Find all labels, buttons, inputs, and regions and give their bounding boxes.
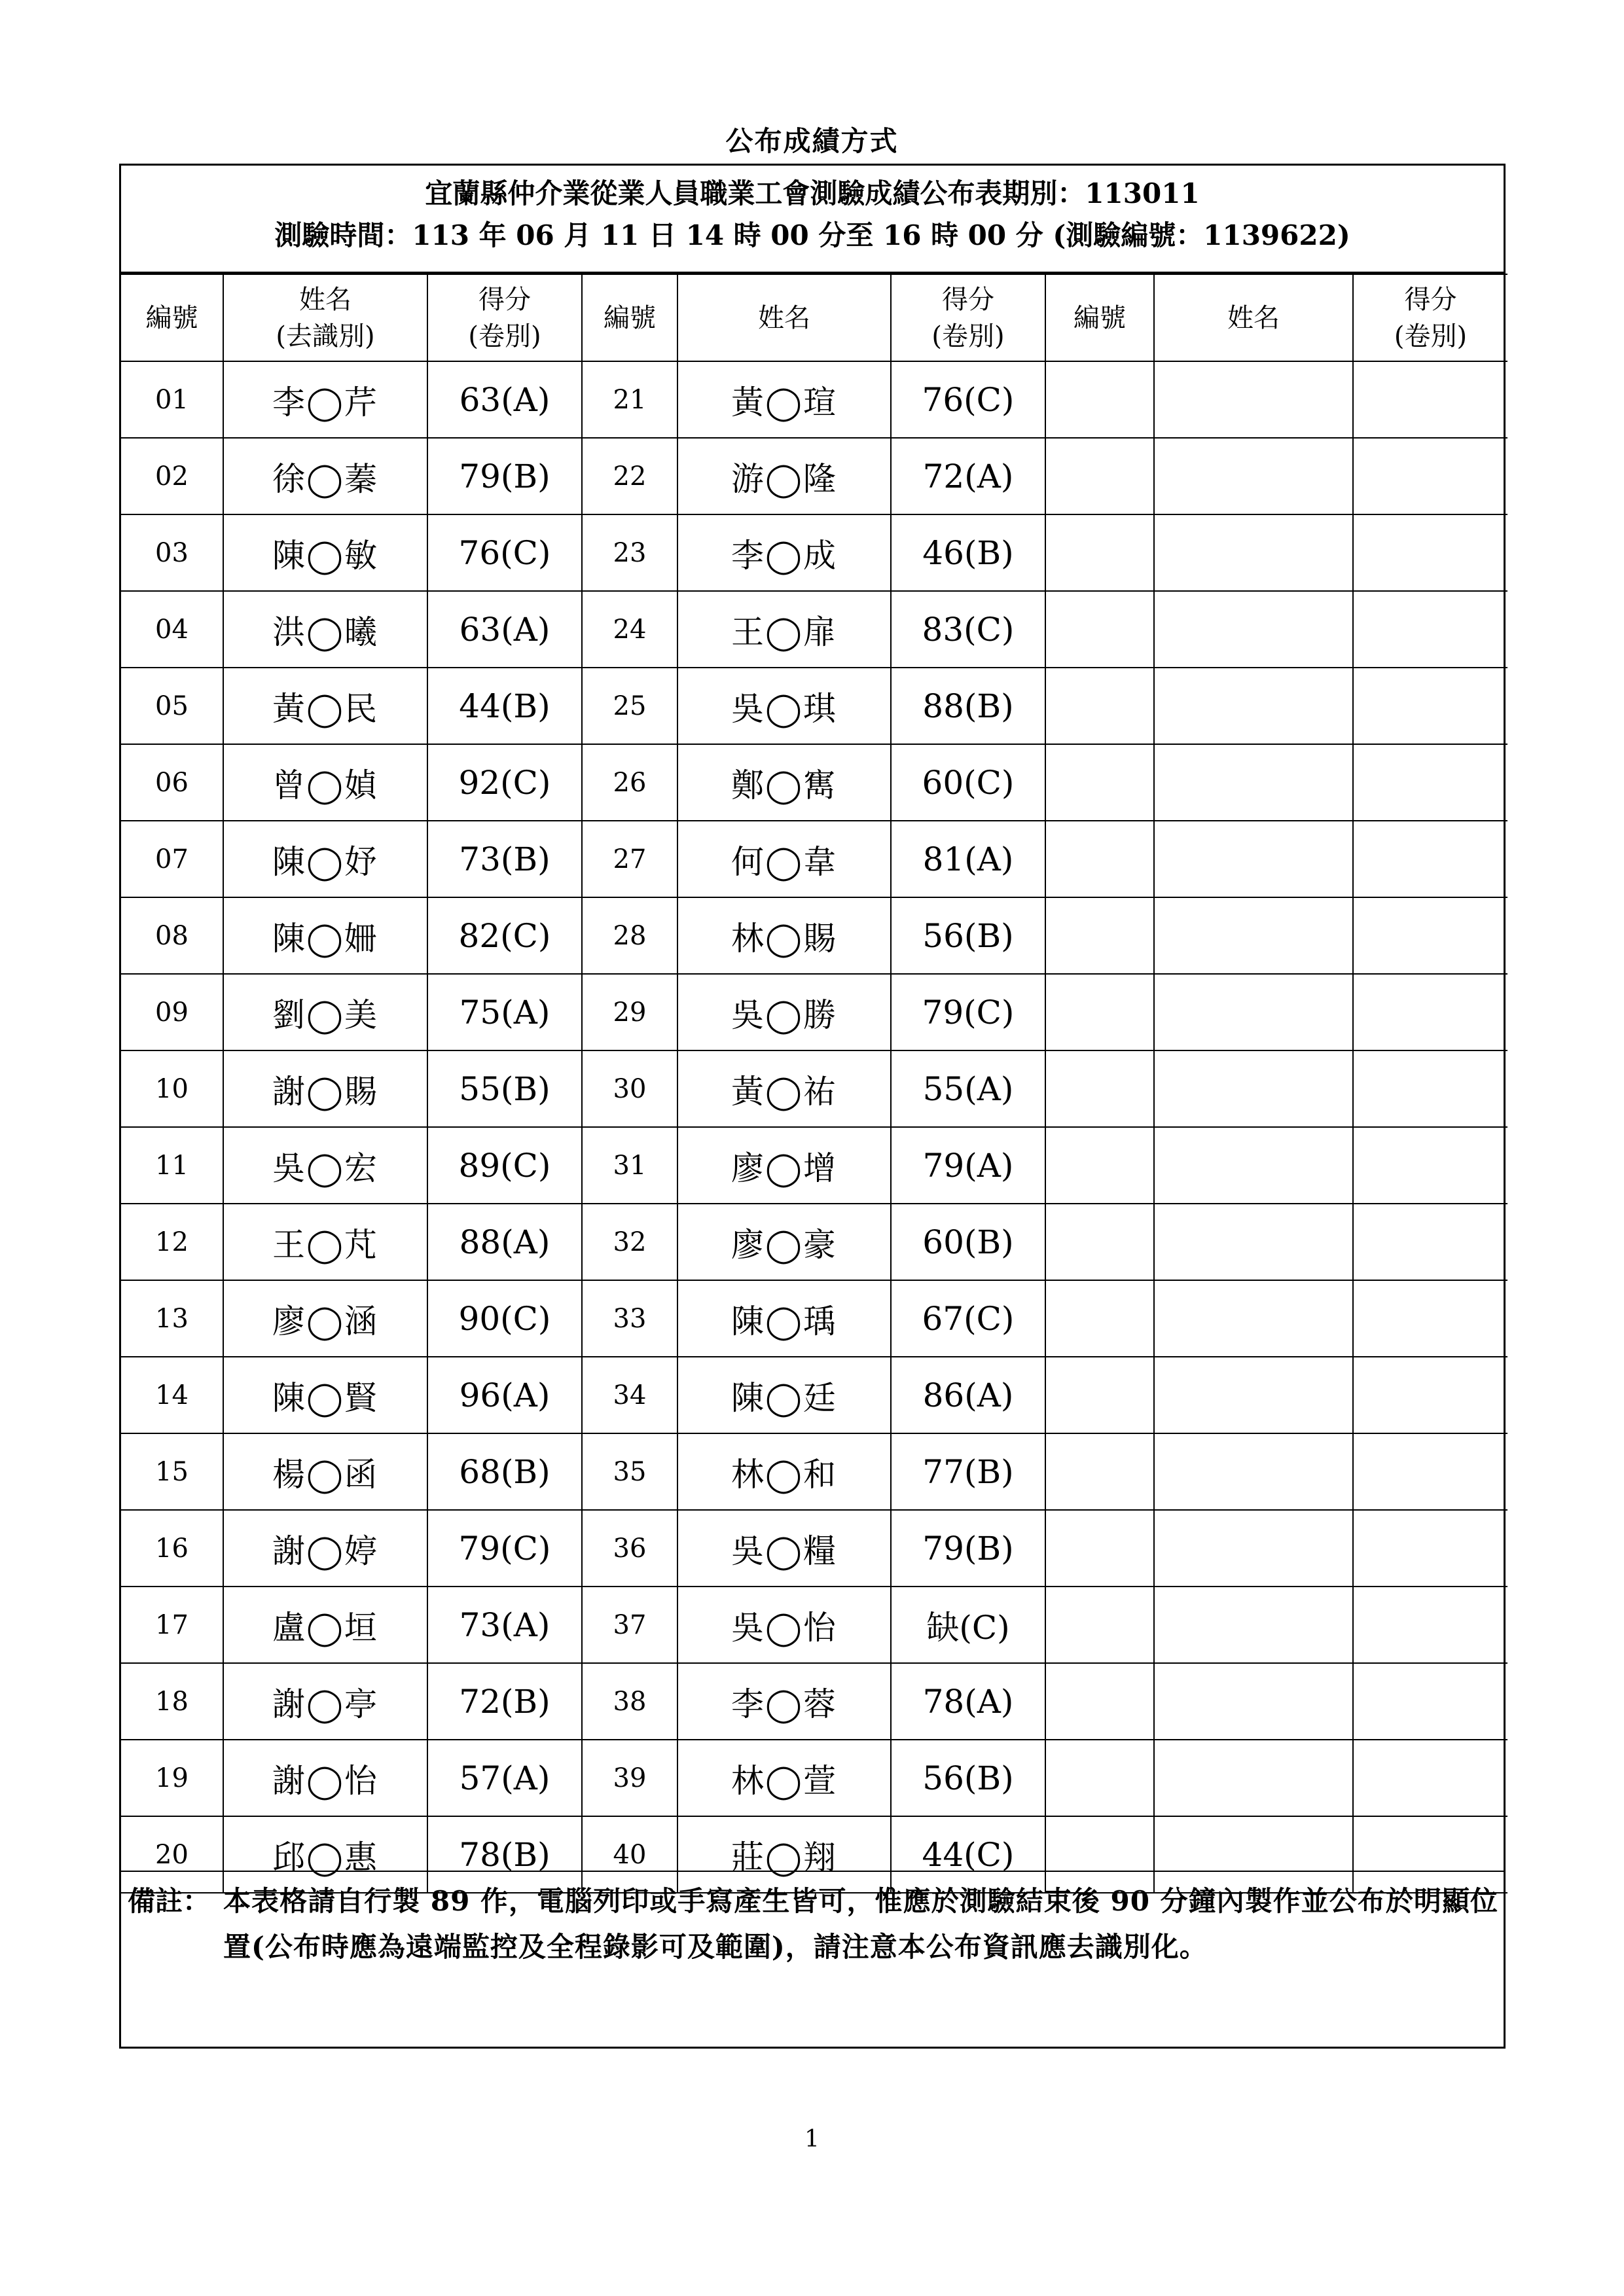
empty-cell — [1045, 438, 1154, 514]
candidate-name: 莊◯翔 — [677, 1816, 891, 1893]
candidate-name: 吳◯勝 — [677, 974, 891, 1050]
empty-cell — [1045, 1510, 1154, 1587]
empty-cell — [1353, 1204, 1507, 1280]
row-number: 27 — [582, 821, 677, 897]
empty-cell — [1353, 514, 1507, 591]
table-row — [121, 438, 1507, 514]
empty-cell — [1353, 361, 1507, 438]
candidate-score: 44(B) — [427, 668, 582, 744]
empty-cell — [1045, 821, 1154, 897]
candidate-name: 李◯芹 — [223, 361, 427, 438]
candidate-name: 陳◯瑀 — [677, 1280, 891, 1357]
table-row — [121, 1280, 1507, 1357]
empty-cell — [1045, 1740, 1154, 1816]
empty-cell — [1154, 1050, 1353, 1127]
empty-cell — [1154, 1663, 1353, 1740]
empty-cell — [1353, 1433, 1507, 1510]
empty-cell — [1045, 744, 1154, 821]
empty-cell — [1154, 974, 1353, 1050]
empty-cell — [1353, 974, 1507, 1050]
empty-cell — [1045, 1204, 1154, 1280]
row-number: 10 — [121, 1050, 223, 1127]
header-number: 編號 — [582, 274, 677, 361]
candidate-name: 吳◯宏 — [223, 1127, 427, 1204]
candidate-name: 陳◯廷 — [677, 1357, 891, 1433]
empty-cell — [1353, 668, 1507, 744]
candidate-name: 游◯隆 — [677, 438, 891, 514]
candidate-name: 曾◯媜 — [223, 744, 427, 821]
candidate-name: 黃◯瑄 — [677, 361, 891, 438]
empty-cell — [1154, 668, 1353, 744]
candidate-score: 79(B) — [427, 438, 582, 514]
empty-cell — [1045, 1050, 1154, 1127]
empty-cell — [1353, 1050, 1507, 1127]
candidate-name: 盧◯垣 — [223, 1587, 427, 1663]
candidate-name: 邱◯惠 — [223, 1816, 427, 1893]
candidate-score: 73(B) — [427, 821, 582, 897]
empty-cell — [1045, 514, 1154, 591]
candidate-name: 李◯蓉 — [677, 1663, 891, 1740]
candidate-score: 56(B) — [891, 897, 1045, 974]
candidate-score: 79(B) — [891, 1510, 1045, 1587]
row-number: 28 — [582, 897, 677, 974]
row-number: 08 — [121, 897, 223, 974]
candidate-score: 55(A) — [891, 1050, 1045, 1127]
table-row — [121, 1433, 1507, 1510]
candidate-name: 廖◯涵 — [223, 1280, 427, 1357]
row-number: 32 — [582, 1204, 677, 1280]
candidate-name: 謝◯婷 — [223, 1510, 427, 1587]
candidate-name: 王◯芃 — [223, 1204, 427, 1280]
table-row — [121, 361, 1507, 438]
remarks — [121, 1871, 1504, 2051]
empty-cell — [1045, 1663, 1154, 1740]
row-number: 17 — [121, 1587, 223, 1663]
row-number: 09 — [121, 974, 223, 1050]
empty-cell — [1353, 744, 1507, 821]
candidate-score: 79(C) — [427, 1510, 582, 1587]
empty-cell — [1353, 1587, 1507, 1663]
candidate-score: 78(B) — [427, 1816, 582, 1893]
empty-cell — [1045, 1587, 1154, 1663]
candidate-name: 謝◯亭 — [223, 1663, 427, 1740]
row-number: 29 — [582, 974, 677, 1050]
candidate-score: 88(B) — [891, 668, 1045, 744]
page-number: 1 — [804, 2126, 820, 2153]
candidate-score: 60(B) — [891, 1204, 1045, 1280]
score-sheet — [119, 164, 1506, 2049]
candidate-score: 73(A) — [427, 1587, 582, 1663]
empty-cell — [1353, 821, 1507, 897]
candidate-name: 何◯韋 — [677, 821, 891, 897]
empty-cell — [1045, 1127, 1154, 1204]
header-score: 得分 (卷別) — [1353, 274, 1507, 361]
table-row — [121, 974, 1507, 1050]
empty-cell — [1154, 1433, 1353, 1510]
row-number: 15 — [121, 1433, 223, 1510]
row-number: 23 — [582, 514, 677, 591]
candidate-score: 55(B) — [427, 1050, 582, 1127]
candidate-name: 李◯成 — [677, 514, 891, 591]
candidate-name: 謝◯怡 — [223, 1740, 427, 1816]
candidate-score: 72(A) — [891, 438, 1045, 514]
row-number: 11 — [121, 1127, 223, 1204]
empty-cell — [1154, 1510, 1353, 1587]
row-number: 26 — [582, 744, 677, 821]
table-row — [121, 1204, 1507, 1280]
empty-cell — [1154, 897, 1353, 974]
empty-cell — [1154, 1127, 1353, 1204]
candidate-name: 林◯萱 — [677, 1740, 891, 1816]
empty-cell — [1353, 1663, 1507, 1740]
candidate-score: 76(C) — [891, 361, 1045, 438]
exam-time: 測驗時間：113 年 06 月 11 日 14 時 00 分至 16 時 00 分 (測驗編號：1139622) — [274, 219, 1350, 251]
table-row — [121, 1587, 1507, 1663]
empty-cell — [1045, 974, 1154, 1050]
candidate-score: 63(A) — [427, 591, 582, 668]
candidate-score: 92(C) — [427, 744, 582, 821]
row-number: 02 — [121, 438, 223, 514]
candidate-score: 88(A) — [427, 1204, 582, 1280]
candidate-name: 吳◯糧 — [677, 1510, 891, 1587]
empty-cell — [1045, 1357, 1154, 1433]
candidate-score: 57(A) — [427, 1740, 582, 1816]
empty-cell — [1154, 514, 1353, 591]
table-row — [121, 668, 1507, 744]
empty-cell — [1154, 438, 1353, 514]
empty-cell — [1353, 591, 1507, 668]
candidate-name: 林◯和 — [677, 1433, 891, 1510]
candidate-score: 96(A) — [427, 1357, 582, 1433]
candidate-score: 90(C) — [427, 1280, 582, 1357]
candidate-name: 廖◯豪 — [677, 1204, 891, 1280]
header-name: 姓名 (去識別) — [223, 274, 427, 361]
empty-cell — [1353, 1510, 1507, 1587]
header-name: 姓名 — [1154, 274, 1353, 361]
empty-cell — [1045, 1280, 1154, 1357]
candidate-score: 77(B) — [891, 1433, 1045, 1510]
row-number: 18 — [121, 1663, 223, 1740]
row-number: 37 — [582, 1587, 677, 1663]
table-row — [121, 1510, 1507, 1587]
header-row — [121, 274, 1507, 361]
candidate-score: 缺(C) — [891, 1587, 1045, 1663]
candidate-score: 46(B) — [891, 514, 1045, 591]
empty-cell — [1154, 1204, 1353, 1280]
row-number: 07 — [121, 821, 223, 897]
candidate-score: 68(B) — [427, 1433, 582, 1510]
candidate-name: 林◯賜 — [677, 897, 891, 974]
candidate-name: 吳◯琪 — [677, 668, 891, 744]
candidate-name: 楊◯函 — [223, 1433, 427, 1510]
candidate-score: 72(B) — [427, 1663, 582, 1740]
candidate-name: 陳◯姍 — [223, 897, 427, 974]
row-number: 04 — [121, 591, 223, 668]
table-row — [121, 821, 1507, 897]
score-table — [121, 274, 1507, 1893]
candidate-score: 78(A) — [891, 1663, 1045, 1740]
candidate-name: 黃◯民 — [223, 668, 427, 744]
row-number: 06 — [121, 744, 223, 821]
candidate-score: 81(A) — [891, 821, 1045, 897]
candidate-name: 洪◯曦 — [223, 591, 427, 668]
row-number: 36 — [582, 1510, 677, 1587]
candidate-name: 陳◯賢 — [223, 1357, 427, 1433]
table-row — [121, 1740, 1507, 1816]
candidate-name: 吳◯怡 — [677, 1587, 891, 1663]
candidate-score: 67(C) — [891, 1280, 1045, 1357]
row-number: 31 — [582, 1127, 677, 1204]
candidate-name: 劉◯美 — [223, 974, 427, 1050]
candidate-score: 83(C) — [891, 591, 1045, 668]
table-row — [121, 897, 1507, 974]
sheet-title: 宜蘭縣仲介業從業人員職業工會測驗成績公布表期別：113011 — [425, 177, 1200, 209]
empty-cell — [1154, 1280, 1353, 1357]
remarks-label: 備註： — [128, 1885, 211, 1917]
table-row — [121, 514, 1507, 591]
candidate-score: 82(C) — [427, 897, 582, 974]
row-number: 05 — [121, 668, 223, 744]
table-row — [121, 744, 1507, 821]
candidate-name: 廖◯增 — [677, 1127, 891, 1204]
empty-cell — [1045, 591, 1154, 668]
row-number: 24 — [582, 591, 677, 668]
title-block — [121, 166, 1504, 274]
empty-cell — [1154, 744, 1353, 821]
candidate-name: 王◯扉 — [677, 591, 891, 668]
empty-cell — [1154, 591, 1353, 668]
empty-cell — [1353, 1357, 1507, 1433]
table-row — [121, 591, 1507, 668]
empty-cell — [1353, 897, 1507, 974]
row-number: 34 — [582, 1357, 677, 1433]
candidate-name: 謝◯賜 — [223, 1050, 427, 1127]
row-number: 40 — [582, 1816, 677, 1893]
empty-cell — [1353, 1740, 1507, 1816]
header-score: 得分 (卷別) — [891, 274, 1045, 361]
empty-cell — [1045, 668, 1154, 744]
header-number: 編號 — [121, 274, 223, 361]
candidate-score: 63(A) — [427, 361, 582, 438]
candidate-score: 76(C) — [427, 514, 582, 591]
row-number: 12 — [121, 1204, 223, 1280]
row-number: 03 — [121, 514, 223, 591]
empty-cell — [1154, 1587, 1353, 1663]
row-number: 14 — [121, 1357, 223, 1433]
row-number: 13 — [121, 1280, 223, 1357]
row-number: 30 — [582, 1050, 677, 1127]
empty-cell — [1045, 897, 1154, 974]
remarks-text: 本表格請自行製 89 作，電腦列印或手寫產生皆可，惟應於測驗結束後 90 分鐘內製作並公布於明顯位置(公布時應為遠端監控及全程錄影可及範圍)，請注意本公布資訊應去識別化。 — [223, 1885, 1498, 1963]
header-number: 編號 — [1045, 274, 1154, 361]
page-heading: 公布成績方式 — [725, 125, 899, 157]
empty-cell — [1154, 1357, 1353, 1433]
candidate-score: 56(B) — [891, 1740, 1045, 1816]
candidate-name: 徐◯蓁 — [223, 438, 427, 514]
candidate-score: 60(C) — [891, 744, 1045, 821]
empty-cell — [1154, 821, 1353, 897]
candidate-score: 79(A) — [891, 1127, 1045, 1204]
empty-cell — [1154, 361, 1353, 438]
row-number: 39 — [582, 1740, 677, 1816]
table-row — [121, 1127, 1507, 1204]
table-row — [121, 1357, 1507, 1433]
candidate-name: 陳◯敏 — [223, 514, 427, 591]
row-number: 19 — [121, 1740, 223, 1816]
empty-cell — [1353, 1280, 1507, 1357]
row-number: 22 — [582, 438, 677, 514]
row-number: 16 — [121, 1510, 223, 1587]
empty-cell — [1353, 438, 1507, 514]
candidate-name: 黃◯祐 — [677, 1050, 891, 1127]
row-number: 38 — [582, 1663, 677, 1740]
header-score: 得分 (卷別) — [427, 274, 582, 361]
row-number: 35 — [582, 1433, 677, 1510]
empty-cell — [1154, 1740, 1353, 1816]
row-number: 25 — [582, 668, 677, 744]
candidate-score: 79(C) — [891, 974, 1045, 1050]
candidate-name: 陳◯妤 — [223, 821, 427, 897]
header-name: 姓名 — [677, 274, 891, 361]
candidate-name: 鄭◯寯 — [677, 744, 891, 821]
empty-cell — [1045, 361, 1154, 438]
row-number: 20 — [121, 1816, 223, 1893]
candidate-score: 75(A) — [427, 974, 582, 1050]
candidate-score: 86(A) — [891, 1357, 1045, 1433]
row-number: 21 — [582, 361, 677, 438]
candidate-score: 89(C) — [427, 1127, 582, 1204]
row-number: 33 — [582, 1280, 677, 1357]
empty-cell — [1353, 1127, 1507, 1204]
empty-cell — [1045, 1433, 1154, 1510]
table-row — [121, 1050, 1507, 1127]
candidate-score: 44(C) — [891, 1816, 1045, 1893]
table-row — [121, 1663, 1507, 1740]
row-number: 01 — [121, 361, 223, 438]
